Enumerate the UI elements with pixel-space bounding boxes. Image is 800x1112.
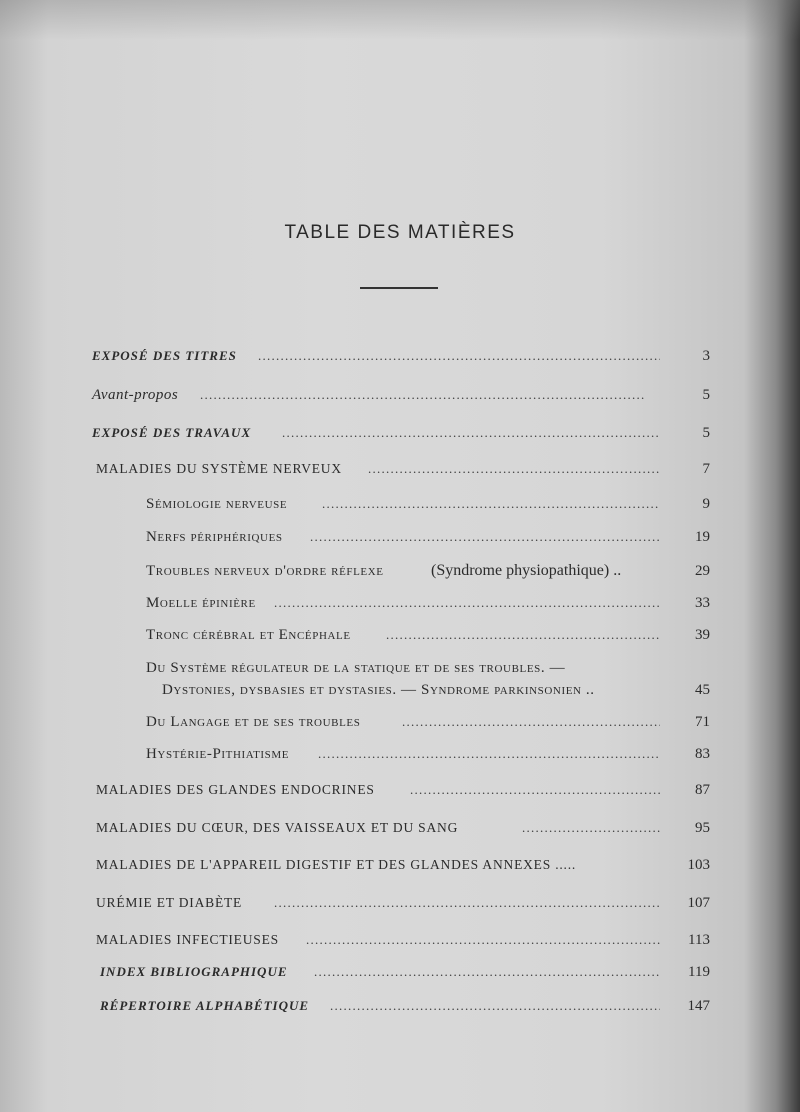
toc-entry-label: INDEX BIBLIOGRAPHIQUE <box>100 964 288 979</box>
toc-entry-label: MALADIES INFECTIEUSES <box>96 932 279 947</box>
title-rule <box>360 287 438 289</box>
toc-entry-label: Troubles nerveux d'ordre réflexe <box>146 563 384 579</box>
toc-entry-page: 29 <box>695 563 710 579</box>
dot-leader <box>274 594 660 612</box>
dot-leader <box>410 781 660 799</box>
toc-entry-systeme-regulateur <box>0 659 800 703</box>
toc-entry-label: URÉMIE ET DIABÈTE <box>96 895 243 910</box>
toc-entry-label: Avant-propos <box>92 387 179 403</box>
toc-entry-page: 45 <box>695 682 710 698</box>
toc-entry-page: 147 <box>687 998 710 1014</box>
dot-leader <box>322 495 660 513</box>
toc-entry-repertoire-alphabetique <box>0 997 800 1023</box>
toc-entry-expose-des-travaux <box>0 424 800 450</box>
toc-entry-langage <box>0 713 800 739</box>
toc-entry-page: 19 <box>695 529 710 545</box>
toc-entry-troubles-nerveux <box>0 562 800 588</box>
toc-entry-glandes-endocrines <box>0 781 800 807</box>
toc-entry-label: EXPOSÉ DES TRAVAUX <box>92 425 252 440</box>
toc-entry-page: 5 <box>702 387 710 403</box>
dot-leader <box>314 963 660 981</box>
toc-entry-page: 95 <box>695 820 710 836</box>
dot-leader <box>402 713 660 731</box>
page-title: TABLE DES MATIÈRES <box>284 222 516 243</box>
toc-entry-page: 39 <box>695 627 710 643</box>
dot-leader <box>306 931 660 949</box>
toc-entry-maladies-systeme-nerveux <box>0 460 800 486</box>
toc-entry-page: 71 <box>695 714 710 730</box>
dot-leader <box>368 460 660 478</box>
toc-entry-avant-propos <box>0 386 800 412</box>
toc-entry-moelle-epiniere <box>0 594 800 620</box>
toc-entry-page: 113 <box>688 932 710 948</box>
toc-entry-index-bibliographique <box>0 963 800 989</box>
toc-entry-page: 103 <box>687 857 710 873</box>
toc-entry-page: 83 <box>695 746 710 762</box>
toc-entry-label: MALADIES DU SYSTÈME NERVEUX <box>96 461 342 476</box>
toc-entry-label: Du Langage et de ses troubles <box>146 714 361 730</box>
toc-entry-page: 3 <box>702 348 710 364</box>
dot-leader <box>310 528 660 546</box>
dot-leader <box>522 819 660 837</box>
toc-entry-page: 5 <box>702 425 710 441</box>
page-shadow <box>0 0 800 40</box>
toc-entry-label: MALADIES DE L'APPAREIL DIGESTIF ET DES GLANDES ANNEXES ..... <box>96 857 577 872</box>
dot-leader <box>318 745 660 763</box>
toc-entry-semiologie-nerveuse <box>0 495 800 521</box>
toc-entry-label: EXPOSÉ DES TITRES <box>92 348 237 363</box>
toc-entry-label-extra: (Syndrome physiopathique) .. <box>431 562 622 579</box>
dot-leader <box>282 424 660 442</box>
toc-entry-appareil-digestif <box>0 856 800 882</box>
toc-entry-label: Moelle épinière <box>146 595 256 611</box>
toc-entry-label: Du Système régulateur de la statique et de ses troubles. — <box>146 660 566 676</box>
toc-entry-tronc-cerebral <box>0 626 800 652</box>
toc-entry-infectieuses <box>0 931 800 957</box>
toc-entry-label: Hystérie-Pithiatisme <box>146 746 290 762</box>
toc-entry-label-line2: Dystonies, dysbasies et dystasies. — Syndrome parkinsonien .. <box>162 682 595 698</box>
dot-leader <box>386 626 660 644</box>
toc-entry-page: 33 <box>695 595 710 611</box>
toc-entry-expose-des-titres <box>0 347 800 373</box>
toc-entry-coeur <box>0 819 800 845</box>
toc-entry-nerfs-peripheriques <box>0 528 800 554</box>
toc-entry-label: Sémiologie nerveuse <box>146 496 288 512</box>
toc-entry-page: 7 <box>702 461 710 477</box>
toc-entry-uremie-diabete <box>0 894 800 920</box>
dot-leader <box>200 386 660 404</box>
toc-entry-page: 9 <box>702 496 710 512</box>
toc-entry-page: 107 <box>687 895 710 911</box>
toc-entry-label: Nerfs périphériques <box>146 529 283 545</box>
dot-leader <box>258 347 660 365</box>
dot-leader <box>330 997 660 1015</box>
toc-entry-label: Tronc cérébral et Encéphale <box>146 627 351 643</box>
toc-entry-hysterie <box>0 745 800 771</box>
toc-entry-label: MALADIES DU CŒUR, DES VAISSEAUX ET DU SANG <box>96 820 459 835</box>
toc-entry-label: MALADIES DES GLANDES ENDOCRINES <box>96 782 375 797</box>
toc-entry-label: RÉPERTOIRE ALPHABÉTIQUE <box>100 998 310 1013</box>
dot-leader <box>274 894 660 912</box>
toc-entry-page: 119 <box>688 964 710 980</box>
toc-entry-page: 87 <box>695 782 710 798</box>
